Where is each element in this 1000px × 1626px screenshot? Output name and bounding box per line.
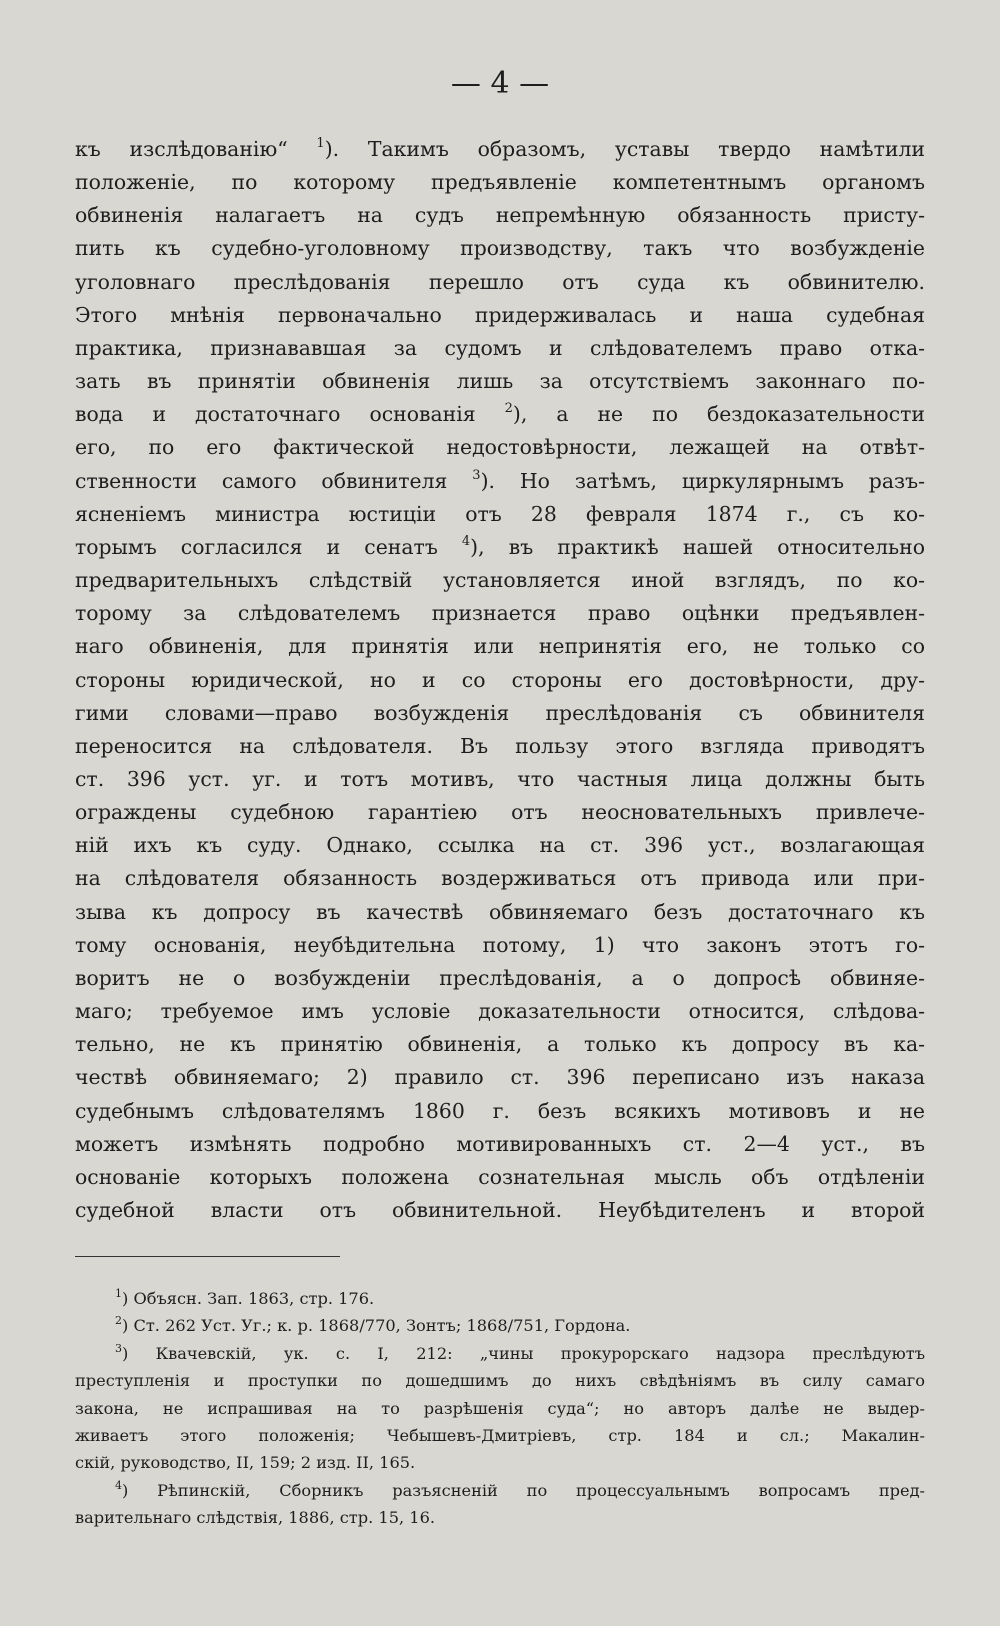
footnote-text: ) Ст. 262 Уст. Уг.; к. р. 1868/770, Зонтъ; 1868/751, Гордона. — [122, 1316, 631, 1336]
text-line — [75, 763, 925, 796]
text-line — [75, 896, 925, 929]
footnote-number: 2 — [115, 1314, 122, 1328]
text-segment: ственности самого обвинителя — [75, 468, 473, 493]
text-line — [75, 1194, 925, 1227]
footnote-text: ) Квачевскій, ук. с. I, 212: „чины прокурорскаго надзора преслѣдуютъ — [122, 1343, 925, 1363]
text-segment: судебной власти отъ обвинительной. Неубѣдителенъ и второй — [75, 1198, 925, 1222]
footnote-line — [75, 1477, 925, 1504]
text-line — [75, 1061, 925, 1094]
text-line — [75, 133, 925, 166]
footnotes — [75, 1285, 925, 1532]
text-line — [75, 796, 925, 829]
text-segment: гими словами—право возбужденія преслѣдованія съ обвинителя — [75, 700, 925, 725]
text-line — [75, 697, 925, 730]
text-segment: тельно, не къ принятію обвиненія, а только къ допросу въ ка- — [75, 1032, 925, 1057]
text-segment: практика, признававшая за судомъ и слѣдователемъ право отка- — [75, 335, 925, 360]
text-segment: ст. 396 уст. уг. и тотъ мотивъ, что частныя лица должны быть — [75, 766, 925, 791]
text-line — [75, 730, 925, 763]
text-line — [75, 995, 925, 1028]
text-segment: ), въ практикѣ нашей относительно — [470, 534, 925, 559]
text-segment: стороны юридической, но и со стороны его достовѣрности, дру- — [75, 667, 925, 692]
text-line — [75, 1095, 925, 1128]
text-line — [75, 1161, 925, 1194]
text-segment: чествѣ обвиняемаго; 2) правило ст. 396 переписано изъ наказа — [75, 1065, 925, 1090]
text-segment: его, по его фактической недостовѣрности, лежащей на отвѣт- — [75, 435, 925, 460]
footnote-text: ) Рѣпинскій, Сборникъ разъясненій по процессуальнымъ вопросамъ пред- — [122, 1480, 925, 1500]
text-segment: пить къ судебно-уголовному производству, такъ что возбужденіе — [75, 236, 925, 261]
text-line — [75, 398, 925, 431]
text-segment: торымъ согласился и сенатъ — [75, 534, 462, 559]
text-line — [75, 266, 925, 299]
footnote-line — [75, 1449, 925, 1476]
footnote-line — [75, 1312, 925, 1339]
footnote-line — [75, 1285, 925, 1312]
text-segment: переносится на слѣдователя. Въ пользу этого взгляда приводятъ — [75, 733, 925, 758]
footnote-text: закона, не испрашивая на то разрѣшенія суда“; но авторъ далѣе не выдер- — [75, 1398, 925, 1418]
text-segment: предварительныхъ слѣдствій установляется иной взглядъ, по ко- — [75, 568, 925, 593]
text-segment: торому за слѣдователемъ признается право оцѣнки предъявлен- — [75, 601, 925, 626]
text-line — [75, 166, 925, 199]
text-segment: наго обвиненія, для принятія или непринятія его, не только со — [75, 634, 925, 659]
footnote-text: ) Объясн. Зап. 1863, стр. 176. — [122, 1289, 375, 1308]
text-segment: положеніе, по которому предъявленіе компетентнымъ органомъ — [75, 170, 925, 195]
footnote-text: живаетъ этого положенія; Чебышевъ-Дмитріевъ, стр. 184 и сл.; Макалин- — [75, 1426, 925, 1446]
text-segment: тому основанія, неубѣдительна потому, 1) что законъ этотъ го- — [75, 932, 925, 957]
text-segment: Этого мнѣнія первоначально придерживалась и наша судебная — [75, 302, 925, 327]
footnote-ref: 3 — [472, 467, 481, 483]
footnote-ref: 4 — [461, 533, 471, 549]
text-line — [75, 365, 925, 398]
footnote-line — [75, 1422, 925, 1449]
text-segment: зыва къ допросу въ качествѣ обвиняемаго безъ достаточнаго къ — [75, 899, 925, 924]
footnote-text: скій, руководство, II, 159; 2 изд. II, 165. — [75, 1453, 416, 1473]
footnote-divider — [75, 1256, 340, 1257]
text-line — [75, 1128, 925, 1161]
footnote-number: 3 — [115, 1341, 122, 1355]
footnote-line — [75, 1367, 925, 1394]
text-segment: уголовнаго преслѣдованія перешло отъ суда къ обвинителю. — [75, 269, 925, 294]
footnote-line — [75, 1340, 925, 1367]
text-segment: обвиненія налагаетъ на судъ непремѣнную обязанность присту- — [75, 203, 925, 228]
text-line — [75, 962, 925, 995]
footnote-line — [75, 1395, 925, 1422]
text-segment: ). Такимъ образомъ, уставы твердо намѣтили — [324, 137, 925, 161]
text-line — [75, 829, 925, 862]
footnote-text: варительнаго слѣдствія, 1886, стр. 15, 16. — [75, 1508, 436, 1528]
footnote-ref: 1 — [316, 136, 325, 151]
text-segment: ясненіемъ министра юстиціи отъ 28 февраля 1874 г., съ ко- — [75, 501, 925, 526]
text-segment: ній ихъ къ суду. Однако, ссылка на ст. 396 уст., возлагающая — [75, 833, 925, 858]
main-text — [75, 133, 925, 1227]
text-segment: судебнымъ слѣдователямъ 1860 г. безъ всякихъ мотивовъ и не — [75, 1098, 925, 1123]
text-line — [75, 564, 925, 597]
text-line — [75, 498, 925, 531]
text-segment: на слѣдователя обязанность воздерживаться отъ привода или при- — [75, 866, 925, 891]
text-segment: ). Но затѣмъ, циркулярнымъ разъ- — [480, 468, 925, 493]
text-line — [75, 232, 925, 265]
footnote-number: 4 — [115, 1478, 122, 1492]
footnote-text: преступленія и проступки по дошедшимъ до нихъ свѣдѣніямъ въ силу самаго — [75, 1371, 925, 1391]
text-line — [75, 299, 925, 332]
footnote-ref: 2 — [504, 401, 513, 417]
text-segment: маго; требуемое имъ условіе доказательности относится, слѣдова- — [75, 999, 925, 1024]
text-segment: къ изслѣдованію“ — [75, 137, 317, 161]
text-segment: ограждены судебною гарантіею отъ неосновательныхъ привлече- — [75, 800, 925, 825]
text-segment: можетъ измѣнять подробно мотивированныхъ ст. 2—4 уст., въ — [75, 1131, 925, 1156]
text-line — [75, 465, 925, 498]
text-line — [75, 431, 925, 464]
text-line — [75, 664, 925, 697]
text-line — [75, 630, 925, 663]
text-line — [75, 929, 925, 962]
text-line — [75, 597, 925, 630]
text-line — [75, 531, 925, 564]
text-segment: зать въ принятіи обвиненія лишь за отсутствіемъ законнаго по- — [75, 369, 925, 394]
footnote-line — [75, 1504, 925, 1531]
text-segment: воритъ не о возбужденіи преслѣдованія, а о допросѣ обвиняе- — [75, 965, 925, 990]
text-segment: ), а не по бездоказательности — [512, 402, 925, 427]
text-line — [75, 199, 925, 232]
text-line — [75, 332, 925, 365]
page-number: — 4 — — [450, 66, 550, 101]
footnote-number: 1 — [115, 1287, 122, 1300]
text-segment: вода и достаточнаго основанія — [75, 402, 505, 427]
text-line — [75, 862, 925, 895]
text-segment: основаніе которыхъ положена сознательная мысль объ отдѣленіи — [75, 1164, 925, 1189]
text-line — [75, 1028, 925, 1061]
